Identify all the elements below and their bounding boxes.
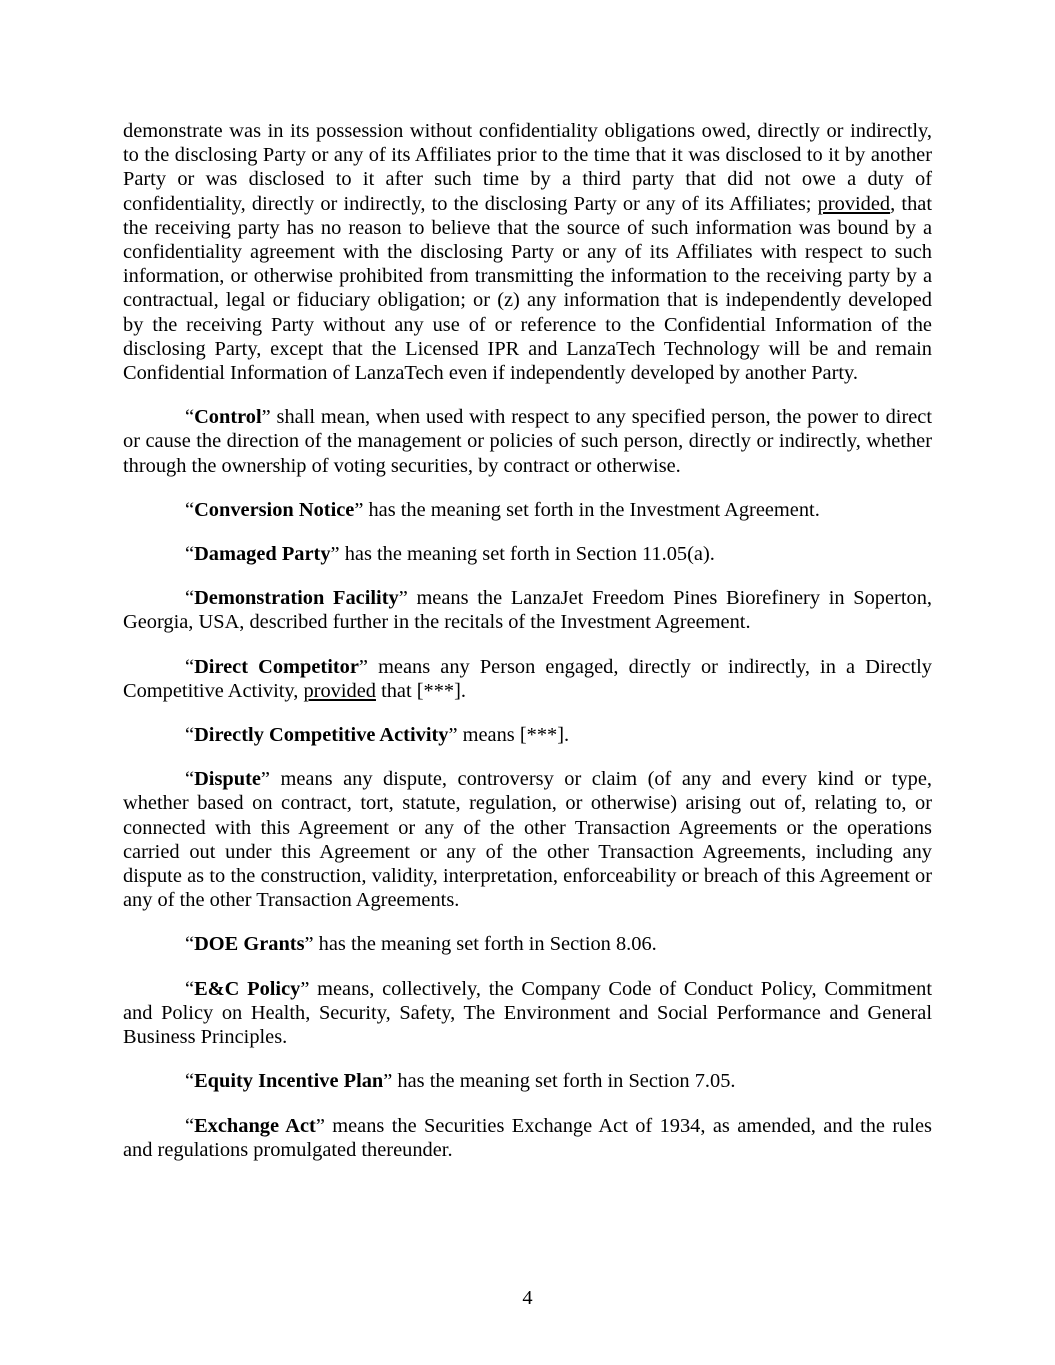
text-run: “ [185,768,195,791]
paragraph-definition-dispute [123,767,932,912]
paragraph-definition-direct-competitor [123,655,932,703]
paragraph-definition-directly-competitive-activity [123,723,932,747]
paragraph-definition-equity-incentive-plan [123,1069,932,1093]
text-run: “ [185,406,195,429]
text-run: “ [185,655,195,678]
defined-term: Equity Incentive Plan [194,1070,384,1093]
paragraph-definition-control [123,405,932,478]
text-run: “ [185,543,195,566]
text-run: “ [185,724,195,747]
text-run: ” has the meaning set forth in Section 8.06. [304,933,657,956]
text-run: , that the receiving party has no reason to believe that the source of such information was bound by a confidentiality agreement with the disclosing Party or any of its Affiliates with respect to such information, or otherwise prohibited from transmitting the information to the receiving party by a contractual, legal or fiduciary obligation; or (z) any information that is independently developed by the receiving Party without any use of or reference to the Confidential Information of the disclosing Party, except that the Licensed IPR and LanzaTech Technology will be and remain Confidential Information of LanzaTech even if independently developed by another Party. [123,192,932,385]
text-run: “ [185,933,195,956]
defined-term: E&C Policy [194,977,301,1000]
defined-term: Exchange Act [194,1114,316,1137]
underlined-text: provided [303,679,376,702]
defined-term: Direct Competitor [194,655,359,678]
paragraph-definition-damaged-party [123,542,932,566]
document-body [123,119,932,1182]
paragraph-definition-ec-policy [123,977,932,1050]
defined-term: Control [194,406,262,429]
paragraph-definition-demonstration-facility [123,586,932,634]
defined-term: Directly Competitive Activity [194,724,449,747]
text-run: “ [185,1070,195,1093]
text-run: ” has the meaning set forth in Section 11.05(a). [330,543,715,566]
text-run: demonstrate was in its possession without confidentiality obligations owed, directly or indirectly, to the disclosing Party or any of its Affiliates prior to the time that it was disclosed to it by another Party or was disclosed to it after such time by a third party that did not owe a duty of confidentiality, directly or indirectly, to the disclosing Party or any of its Affiliates; [123,120,932,215]
text-run: ” means the LanzaJet Freedom Pines Biorefinery in Soperton, Georgia, USA, described further in the recitals of the Investment Agreement. [123,587,932,634]
text-run: ” shall mean, when used with respect to any specified person, the power to direct or cause the direction of the management or policies of such person, directly or indirectly, whether through the ownership of voting securities, by contract or otherwise. [123,406,932,477]
page-number: 4 [522,1286,533,1309]
text-run: ” means the Securities Exchange Act of 1934, as amended, and the rules and regulations promulgated thereunder. [123,1114,932,1161]
text-run: “ [185,1114,195,1137]
underlined-text: provided [817,192,891,215]
paragraph-definition-conversion-notice [123,498,932,522]
text-run: ” has the meaning set forth in the Investment Agreement. [354,498,820,521]
defined-term: Conversion Notice [194,498,355,521]
text-run: “ [185,977,195,1000]
text-run: “ [185,498,195,521]
text-run: ” means any Person engaged, directly or indirectly, in a Directly Competitive Activity, [123,655,932,702]
text-run: ” means [***]. [448,724,570,747]
paragraph-definition-doe-grants [123,932,932,956]
paragraph-confidential-information-continuation [123,119,932,385]
defined-term: Demonstration Facility [194,587,399,610]
text-run: “ [185,587,195,610]
defined-term: DOE Grants [194,933,305,956]
text-run: ” means any dispute, controversy or claim (of any and every kind or type, whether based on contract, tort, statute, regulation, or otherwise) arising out of, relating to, or connected with this Agreement or any of the other Transaction Agreements or the operations carried out under this Agreement or any of the other Transaction Agreements, including any dispute as to the construction, validity, interpretation, enforceability or breach of this Agreement or any of the other Transaction Agreements. [123,768,932,912]
text-run: ” means, collectively, the Company Code of Conduct Policy, Commitment and Policy on Health, Security, Safety, The Environment and Social Performance and General Business Principles. [123,977,932,1049]
text-run: that [***]. [375,679,467,702]
defined-term: Dispute [194,768,261,791]
defined-term: Damaged Party [194,543,331,566]
paragraph-definition-exchange-act [123,1114,932,1162]
text-run: ” has the meaning set forth in Section 7.05. [383,1070,736,1093]
